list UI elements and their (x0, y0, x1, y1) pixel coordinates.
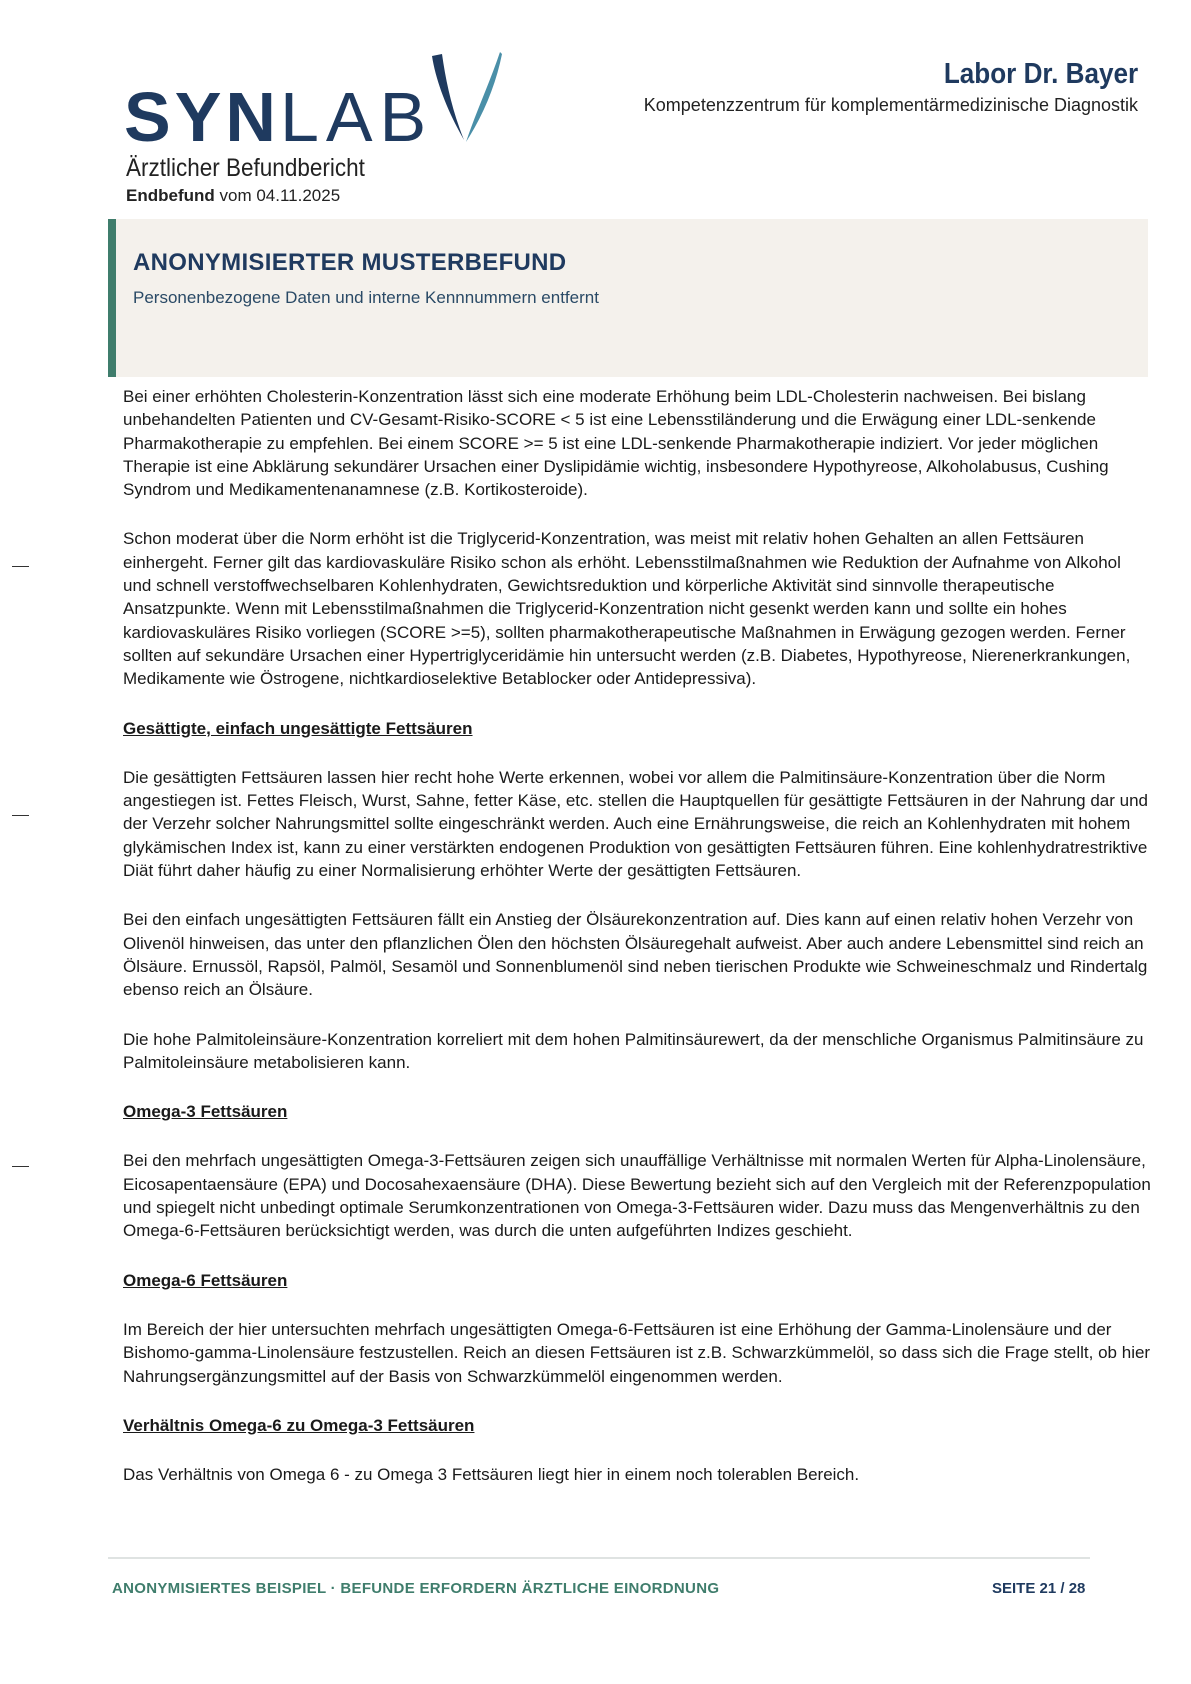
footer-disclaimer: ANONYMISIERTES BEISPIEL · BEFUNDE ERFORDERN ÄRZTLICHE EINORDNUNG (112, 1580, 720, 1597)
section-heading: Verhältnis Omega-6 zu Omega-3 Fettsäuren (123, 1415, 475, 1435)
anonymized-banner (108, 219, 1148, 377)
body-paragraph: Bei den einfach ungesättigten Fettsäuren fällt ein Anstieg der Ölsäurekonzentration auf. Dies kann auf einen relativ hohen Verzehr von Olivenöl hinweisen, das unter den pflanzlichen Ölen den höchsten Ölsäuregehalt aufweist. Aber auch andere Lebensmittel sind reich an Ölsäure. Ernussöl, Rapsöl, Palmöl, Sesamöl und Sonnenblumenöl sind neben tierischen Produkte wie Schweineschmalz und Rindertalg ebenso reich an Ölsäure. (123, 910, 1148, 1000)
banner-title: ANONYMISIERTER MUSTERBEFUND (133, 249, 567, 276)
body-paragraph: Bei einer erhöhten Cholesterin-Konzentration lässt sich eine moderate Erhöhung beim LDL-Cholesterin nachweisen. Bei bislang unbehandelten Patienten und CV-Gesamt-Risiko-SCORE < 5 ist eine Lebensstiländerung und die Erwägung einer LDL-senkende Pharmakotherapie zu empfehlen. Bei einem SCORE >= 5 ist eine LDL-senkende Pharmakotherapie indiziert. Vor jeder möglichen Therapie ist eine Abklärung sekundärer Ursachen einer Dyslipidämie wichtig, insbesondere Hypothyreose, Alkoholabusus, Cushing Syndrom und Medikamentenanamnese (z.B. Kortikosteroide). (123, 387, 1109, 500)
banner-subtitle: Personenbezogene Daten und interne Kennnummern entfernt (133, 288, 599, 307)
section-heading: Gesättigte, einfach ungesättigte Fettsäuren (123, 718, 473, 738)
page-number: SEITE 21 / 28 (992, 1580, 1086, 1597)
footer-divider (108, 1557, 1090, 1559)
margin-mark (12, 566, 29, 567)
margin-mark (12, 815, 29, 816)
lab-info (644, 58, 1138, 116)
body-paragraph: Schon moderat über die Norm erhöht ist die Triglycerid-Konzentration, was meist mit relativ hohen Gehalten an allen Fettsäuren einhergeht. Ferner gilt das kardiovaskuläre Risiko schon als erhöht. Lebensstilmaßnahmen wie Reduktion der Aufnahme von Alkohol und schnell verstoffwechselbaren Kohlenhydraten, Gewichtsreduktion und körperliche Aktivität sind sinnvolle therapeutische Ansatzpunkte. Wenn mit Lebensstilmaßnahmen die Triglycerid-Konzentration nicht gesenkt werden kann und sollte ein hohes kardiovaskuläres Risiko vorliegen (SCORE >=5), sollten pharmakotherapeutische Maßnahmen in Erwägung gezogen werden. Ferner sollten auf sekundäre Ursachen einer Hypertriglyceridämie hin untersucht werden (z.B. Diabetes, Hypothyreose, Nierenerkrankungen, Medikamente wie Östrogene, nichtkardioselektive Betablocker oder Antidepressiva). (123, 529, 1131, 689)
synlab-logo (124, 52, 504, 156)
margin-mark (12, 1166, 29, 1167)
section-heading: Omega-6 Fettsäuren (123, 1270, 288, 1290)
report-body (123, 385, 1153, 1512)
report-title: Ärztlicher Befundbericht (126, 154, 365, 182)
lab-description: Kompetenzzentrum für komplementärmedizinische Diagnostik (643, 95, 1138, 115)
body-paragraph: Das Verhältnis von Omega 6 - zu Omega 3 Fettsäuren liegt hier in einem noch tolerablen Bereich. (123, 1465, 860, 1485)
logo-wordmark: SYNLAB (124, 78, 434, 156)
report-status: Endbefund vom 04.11.2025 (126, 186, 341, 205)
body-paragraph: Die gesättigten Fettsäuren lassen hier recht hohe Werte erkennen, wobei vor allem die Palmitinsäure-Konzentration über die Norm angestiegen ist. Fettes Fleisch, Wurst, Sahne, fetter Käse, etc. stellen die Hauptquellen für gesättigte Fettsäuren in der Nahrung dar und der Verzehr solcher Nahrungsmittel sollte eingeschränkt werden. Auch eine Ernährungsweise, die reich an Kohlenhydraten mit hohem glykämischen Index ist, kann zu einer verstärkten endogenen Produktion von gesättigten Fettsäuren führen. Eine kohlenhydratrestriktive Diät führt daher häufig zu einer Normalisierung erhöhter Werte der gesättigten Fettsäuren. (123, 767, 1148, 881)
body-paragraph: Im Bereich der hier untersuchten mehrfach ungesättigten Omega-6-Fettsäuren ist eine Erhöhung der Gamma-Linolensäure und der Bishomo-gamma-Linolensäure festzustellen. Reich an diesen Fettsäuren ist z.B. Schwarzkümmelöl, so dass sich die Frage stellt, ob hier Nahrungsergänzungsmittel auf der Basis von Schwarzkümmelöl eingenommen werden. (123, 1319, 1151, 1386)
section-heading: Omega-3 Fettsäuren (123, 1102, 288, 1122)
logo-swoosh-icon (430, 52, 502, 144)
body-paragraph: Die hohe Palmitoleinsäure-Konzentration korreliert mit dem hohen Palmitinsäurewert, da der menschliche Organismus Palmitinsäure zu Palmitoleinsäure metabolisieren kann. (123, 1029, 1144, 1072)
body-paragraph: Bei den mehrfach ungesättigten Omega-3-Fettsäuren zeigen sich unauffällige Verhältnisse mit normalen Werten für Alpha-Linolensäure, Eicosapentaensäure (EPA) und Docosahexaensäure (DHA). Diese Bewertung bezieht sich auf den Vergleich mit der Referenzpopulation und spiegelt nicht unbedingt optimale Serumkonzentrationen von Omega-3-Fettsäuren wider. Dazu muss das Mengenverhältnis zu den Omega-6-Fettsäuren berücksichtigt werden, was durch die unten aufgeführten Indizes geschieht. (123, 1151, 1151, 1241)
lab-name: Labor Dr. Bayer (943, 58, 1138, 90)
